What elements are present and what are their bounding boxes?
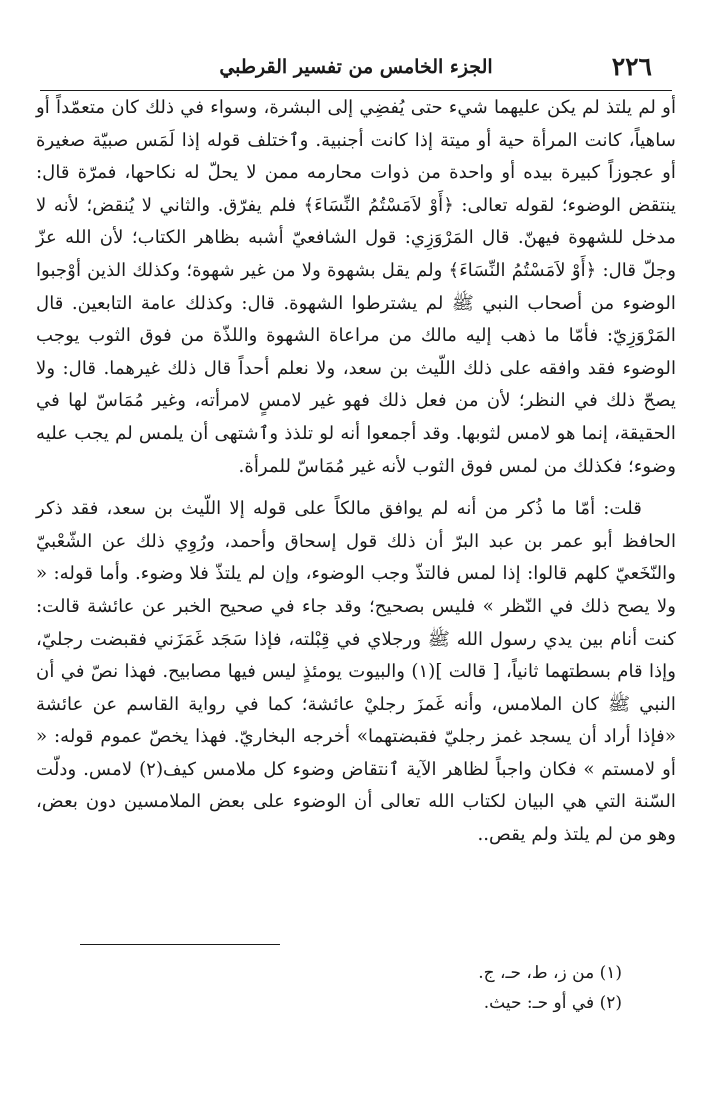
running-title: الجزء الخامس من تفسير القرطبي [219, 56, 493, 78]
footnote-1: (١) من ز، ط، حـ، ج. [478, 963, 622, 983]
paragraph-2: قلت: أمّا ما ذُكر من أنه لم يوافق مالكاً على قوله إلا اللّيث بن سعد، فقد ذكر الحافظ أبو عمر بن عبد البرّ أن ذلك قول إسحاق وأحمد، ورُوِي ذلك عن الشّعْبيّ والنّخَعيّ كلهم قالوا: إذا لمس فالتذّ وجب الوضوء، وإن لم يلتذّ فلا وضوء. وأما قوله: « ولا يصح ذلك في النّظر » فليس بصحيح؛ وقد جاء في صحيح الخبر عن عائشة قالت: كنت أنام بين يدي رسول الله ﷺ ورجلاي في قِبْلته، فإذا سَجَد غَمَزَني فقبضت رجليّ، وإذا قام بسطتهما ثانياً، [ قالت ](١) والبيوت يومئذٍ ليس فيها مصابيح. فهذا نصّ في أن النبي ﷺ كان الملامس، وأنه غَمزَ رجليْ عائشة؛ كما في رواية القاسم عن عائشة «فإذا أراد أن يسجد غمز رجليّ فقبضتهما» أخرجه البخاريّ. فهذا يخصّ عموم قوله: « أو لامستم » فكان واجباً لظاهر الآية ٱنتقاض وضوء كل ملامس كيف(٢) لامس. ودلّت السّنة التي هي البيان لكتاب الله تعالى أن الوضوء على بعض الملامسين دون بعض، وهو من لم يلتذ ولم يقص.. [36, 498, 677, 846]
footnote-divider [80, 944, 280, 945]
footnote-2: (٢) في أو حـ: حيث. [483, 993, 622, 1013]
footnotes [40, 958, 622, 1018]
main-text [36, 92, 676, 852]
paragraph-1: أو لم يلتذ لم يكن عليهما شيء حتى يُفضِي إلى البشرة، وسواء في ذلك كان متعمّداً أو ساهياً، كانت المرأة حية أو ميتة إذا كانت أجنبية. وٱختلف قوله إذا لَمَس صبيّة صغيرة أو عجوزاً كبيرة بيده أو واحدة من ذوات محارمه ممن لا يحلّ له نكاحها، فمرّة قال: ينتقض الوضوء؛ لقوله تعالى: ﴿أَوْ لاَمَسْتُمُ النِّسَاءَ﴾ فلم يفرّق. والثاني لا يُنقض؛ لأنه لا مدخل للشهوة فيهنّ. قال المَرْوَزِي: قول الشافعيّ أشبه بظاهر الكتاب؛ لأن الله عزّ وجلّ قال: ﴿أَوْ لاَمَسْتُمُ النِّسَاءَ﴾ ولم يقل بشهوة ولا من غير شهوة؛ وكذلك الذين أوْجبوا الوضوء من أصحاب النبي ﷺ لم يشترطوا الشهوة. قال: وكذلك عامة التابعين. قال المَرْوَزِيّ: فأمّا ما ذهب إليه مالك من مراعاة الشهوة واللذّة من فوق الثوب يوجب الوضوء فقد وافقه على ذلك اللّيث بن سعد، ولا نعلم أحداً قال ذلك غيرهما. قال: ولا يصحّ ذلك في النظر؛ لأن من فعل ذلك فهو غير لامسٍ لامرأته، وغير مُمَاسّ لها في الحقيقة، إنما هو لامس لثوبها. وقد أجمعوا أنه لو تلذذ وٱشتهى أن يلمس لم يجب عليه وضوء؛ فكذلك من لمس فوق الثوب لأنه غير مُمَاسّ للمرأة. [36, 97, 676, 477]
running-header [40, 44, 672, 91]
page-number: ٢٢٦ [611, 52, 652, 81]
